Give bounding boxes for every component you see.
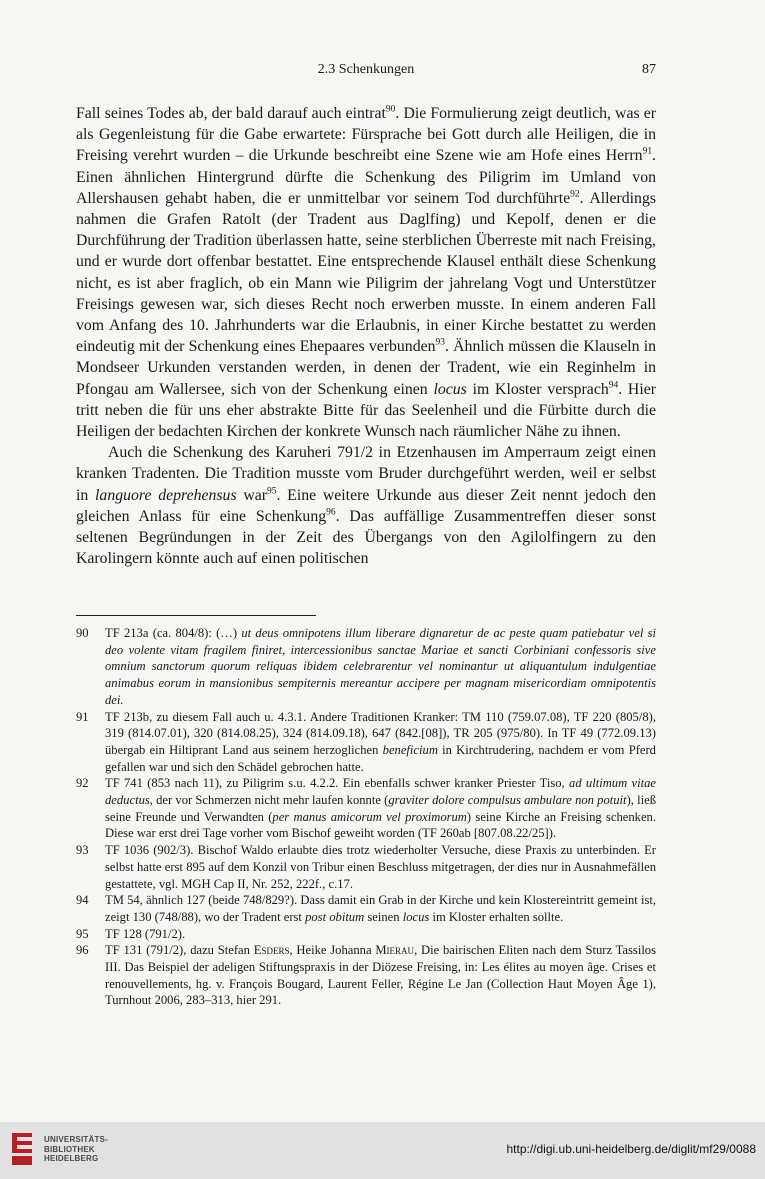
latin-term: languore deprehensus [95,486,237,504]
footnote-94 [76,892,656,925]
page-number: 87 [642,62,656,77]
footnote-number: 90 [76,626,89,640]
paragraph: Fall seines Todes ab, der bald darauf auch eintrat$^{90}$. Die Formulierung zeigt deutlich, was er als Gegenleistung für die Gabe erwartete: Fürsprache bei Gott durch alle Heiligen, die in Freising verehrt wurden – die Urkunde beschreibt eine Szene wie am Hofe eines Herrn$^{91}$. Einen ähnlichen Hintergrund dürfte die Schenkung des Piligrim im Umland von Allershausen gehabt haben, die er unmittelbar vor seinem Tod durchführte$^{92}$. Allerdings nahmen die Grafen Ratolt (der Tradent aus Daglfing) und Kepolf, denen er die Durchführung der Tradition überlassen hatte, seine sterblichen Überreste mit nach Freising, und er wurde dort offenbar bestattet. Eine entsprechende Klausel enthält diese Schenkung nicht, es ist aber fraglich, ob ein Mann wie Piligrim der jahrelang Vogt und Unterstützer Freisings gewesen war, sich dieses Recht noch erwerben musste. In einem anderen Fall vom Anfang des 10. Jahrhunderts war die Erlaubnis, in einer Kirche bestattet zu werden eindeutig mit der Schenkung eines Ehepaares verbunden$^{93}$. Ähnlich müssen die Klauseln in Mondseer Urkunden verstanden werden, in denen der Tradent, wie ein Reginhelm in Pfongau am Wallersee, sich von der Schenkung einen locus im Kloster versprach$^{94}$. Hier tritt neben die für uns eher abstrakte Bitte für das Seelenheil und die Fürbitte durch die Heiligen der bedachten Kirchen der konkrete Wunsch nach räumlicher Nähe zu ihnen. [76,104,657,441]
footnote-ref[interactable]: 96 [326,507,336,518]
footnote-text: TF 1036 (902/3). Bischof Waldo erlaubte dies trotz wiederholter Versuche, diese Praxis zu unterbinden. Er selbst hatte erst 895 auf dem Konzil von Tribur einen Beschluss mitgetragen, der dies nur in Ausnahmefällen gestattete, vgl. MGH Cap II, Nr. 252, 222f., c.17. [105,843,656,891]
footnote-text: TF 128 (791/2). [105,926,186,941]
footnote-ref[interactable]: 95 [267,486,277,497]
footnote-text: TF 213a (ca. 804/8): (…) ut deus omnipotens illum liberare dignaretur de ac peste quam patiebatur vel si deo volente vitam fragilem finiret, intercessionibus sanctae Mariae et sancti Corbiniani confessoris sive omnium sanctorum quorum reliquas ibidem celebrarentur vel nominantur ut aliquantulum indulgentiae animabus eorum in mansionibus sempiternis mereantur accipere per magnam misericordiam omnipotentis dei. [105,626,656,707]
footnote-text: TF 213b, zu diesem Fall auch u. 4.3.1. Andere Traditionen Kranker: TM 110 (759.07.08), TF 220 (805/8), 319 (814.07.01), 320 (814.08.25), 324 (814.09.18), 647 (842.[08]), TR 205 (975/80). In TF 49 (772.09.13) übergab ein Hiltiprant Land aus seinem herzoglichen beneficium in Kirchtrudering, nachdem er vom Pferd gefallen war und sich den Schädel gebrochen hatte. [105,709,656,774]
footnote-ref[interactable]: 90 [385,104,396,115]
footnote-text: TF 741 (853 nach 11), zu Piligrim s.u. 4.2.2. Ein ebenfalls schwer kranker Priester Tiso, ad ultimum vitae deductus, der vor Schmerzen nicht mehr laufen konnte (graviter dolore compulsus ambulare non potuit), ließ seine Freunde und Verwandten (per manus amicorum vel proximorum) seine Kirche an Freising schenken. Diese war erst drei Tage vorher vom Bischof geweiht worden (TF 260ab [807.08.22/25]). [105,776,656,841]
paragraph: Auch die Schenkung des Karuheri 791/2 in Etzenhausen im Amperraum zeigt einen kranken Tradenten. Die Tradition musste vom Bruder durchgeführt werden, weil er selbst in languore deprehensus war$^{95}$. Eine weitere Urkunde aus dieser Zeit nennt jedoch den gleichen Anlass für eine Schenkung$^{96}$. Das auffällige Zusammentreffen dieser sonst seltenen Begründungen in der Zeit des Übergangs von den Agilolfingern zu den Karolingern könnte auch auf einen politischen [76,444,656,568]
footnote-number: 94 [76,893,89,908]
footnote-divider [76,615,316,616]
footnote-ref[interactable]: 91 [642,147,653,158]
footnote-ref[interactable]: 92 [570,189,580,200]
footnote-ref[interactable]: 94 [608,380,619,391]
permalink-url[interactable]: http://digi.ub.uni-heidelberg.de/diglit/mf29/0088 [506,1142,756,1156]
footnote-text: TM 54, ähnlich 127 (beide 748/829?). Dass damit ein Grab in der Kirche und kein Klostereintritt gemeint ist, zeigt 130 (748/88), wo der Tradent erst post obitum seinen locus im Kloster erhalten sollte. [105,893,656,924]
viewer-footer [0,1122,765,1179]
footnote-number: 92 [76,776,89,791]
footnote-number: 95 [76,926,89,941]
footnote-95 [76,926,656,943]
latin-term: locus [433,380,467,398]
footnote-92 [76,775,656,842]
library-name: UNIVERSITÄTS- BIBLIOTHEK HEIDELBERG [44,1135,108,1163]
library-emblem-icon [10,1129,36,1169]
footnote-93 [76,842,656,892]
footnote-96 [76,942,656,1009]
footnote-90 [76,625,656,709]
library-logo[interactable] [10,1129,130,1169]
footnote-ref[interactable]: 93 [435,337,445,348]
running-title: 2.3 Schenkungen [317,62,415,77]
footnotes [76,625,656,1009]
footnote-text: TF 131 (791/2), dazu Stefan Esders, Heike Johanna Mierau, Die bairischen Eliten nach dem Sturz Tassilos III. Das Beispiel der adeligen Stiftungspraxis in der Diözese Freising, in: Les élites au moyen âge. Crises et renouvellements, hg. v. François Bougard, Laurent Feller, Régine Le Jan (Collection Haut Moyen Âge 1), Turnhout 2006, 283–313, hier 291. [105,943,657,1008]
footnote-91 [76,709,656,776]
footnote-number: 91 [76,709,89,724]
footnote-number: 93 [76,843,89,858]
footnote-number: 96 [76,943,89,958]
main-text [76,103,656,569]
